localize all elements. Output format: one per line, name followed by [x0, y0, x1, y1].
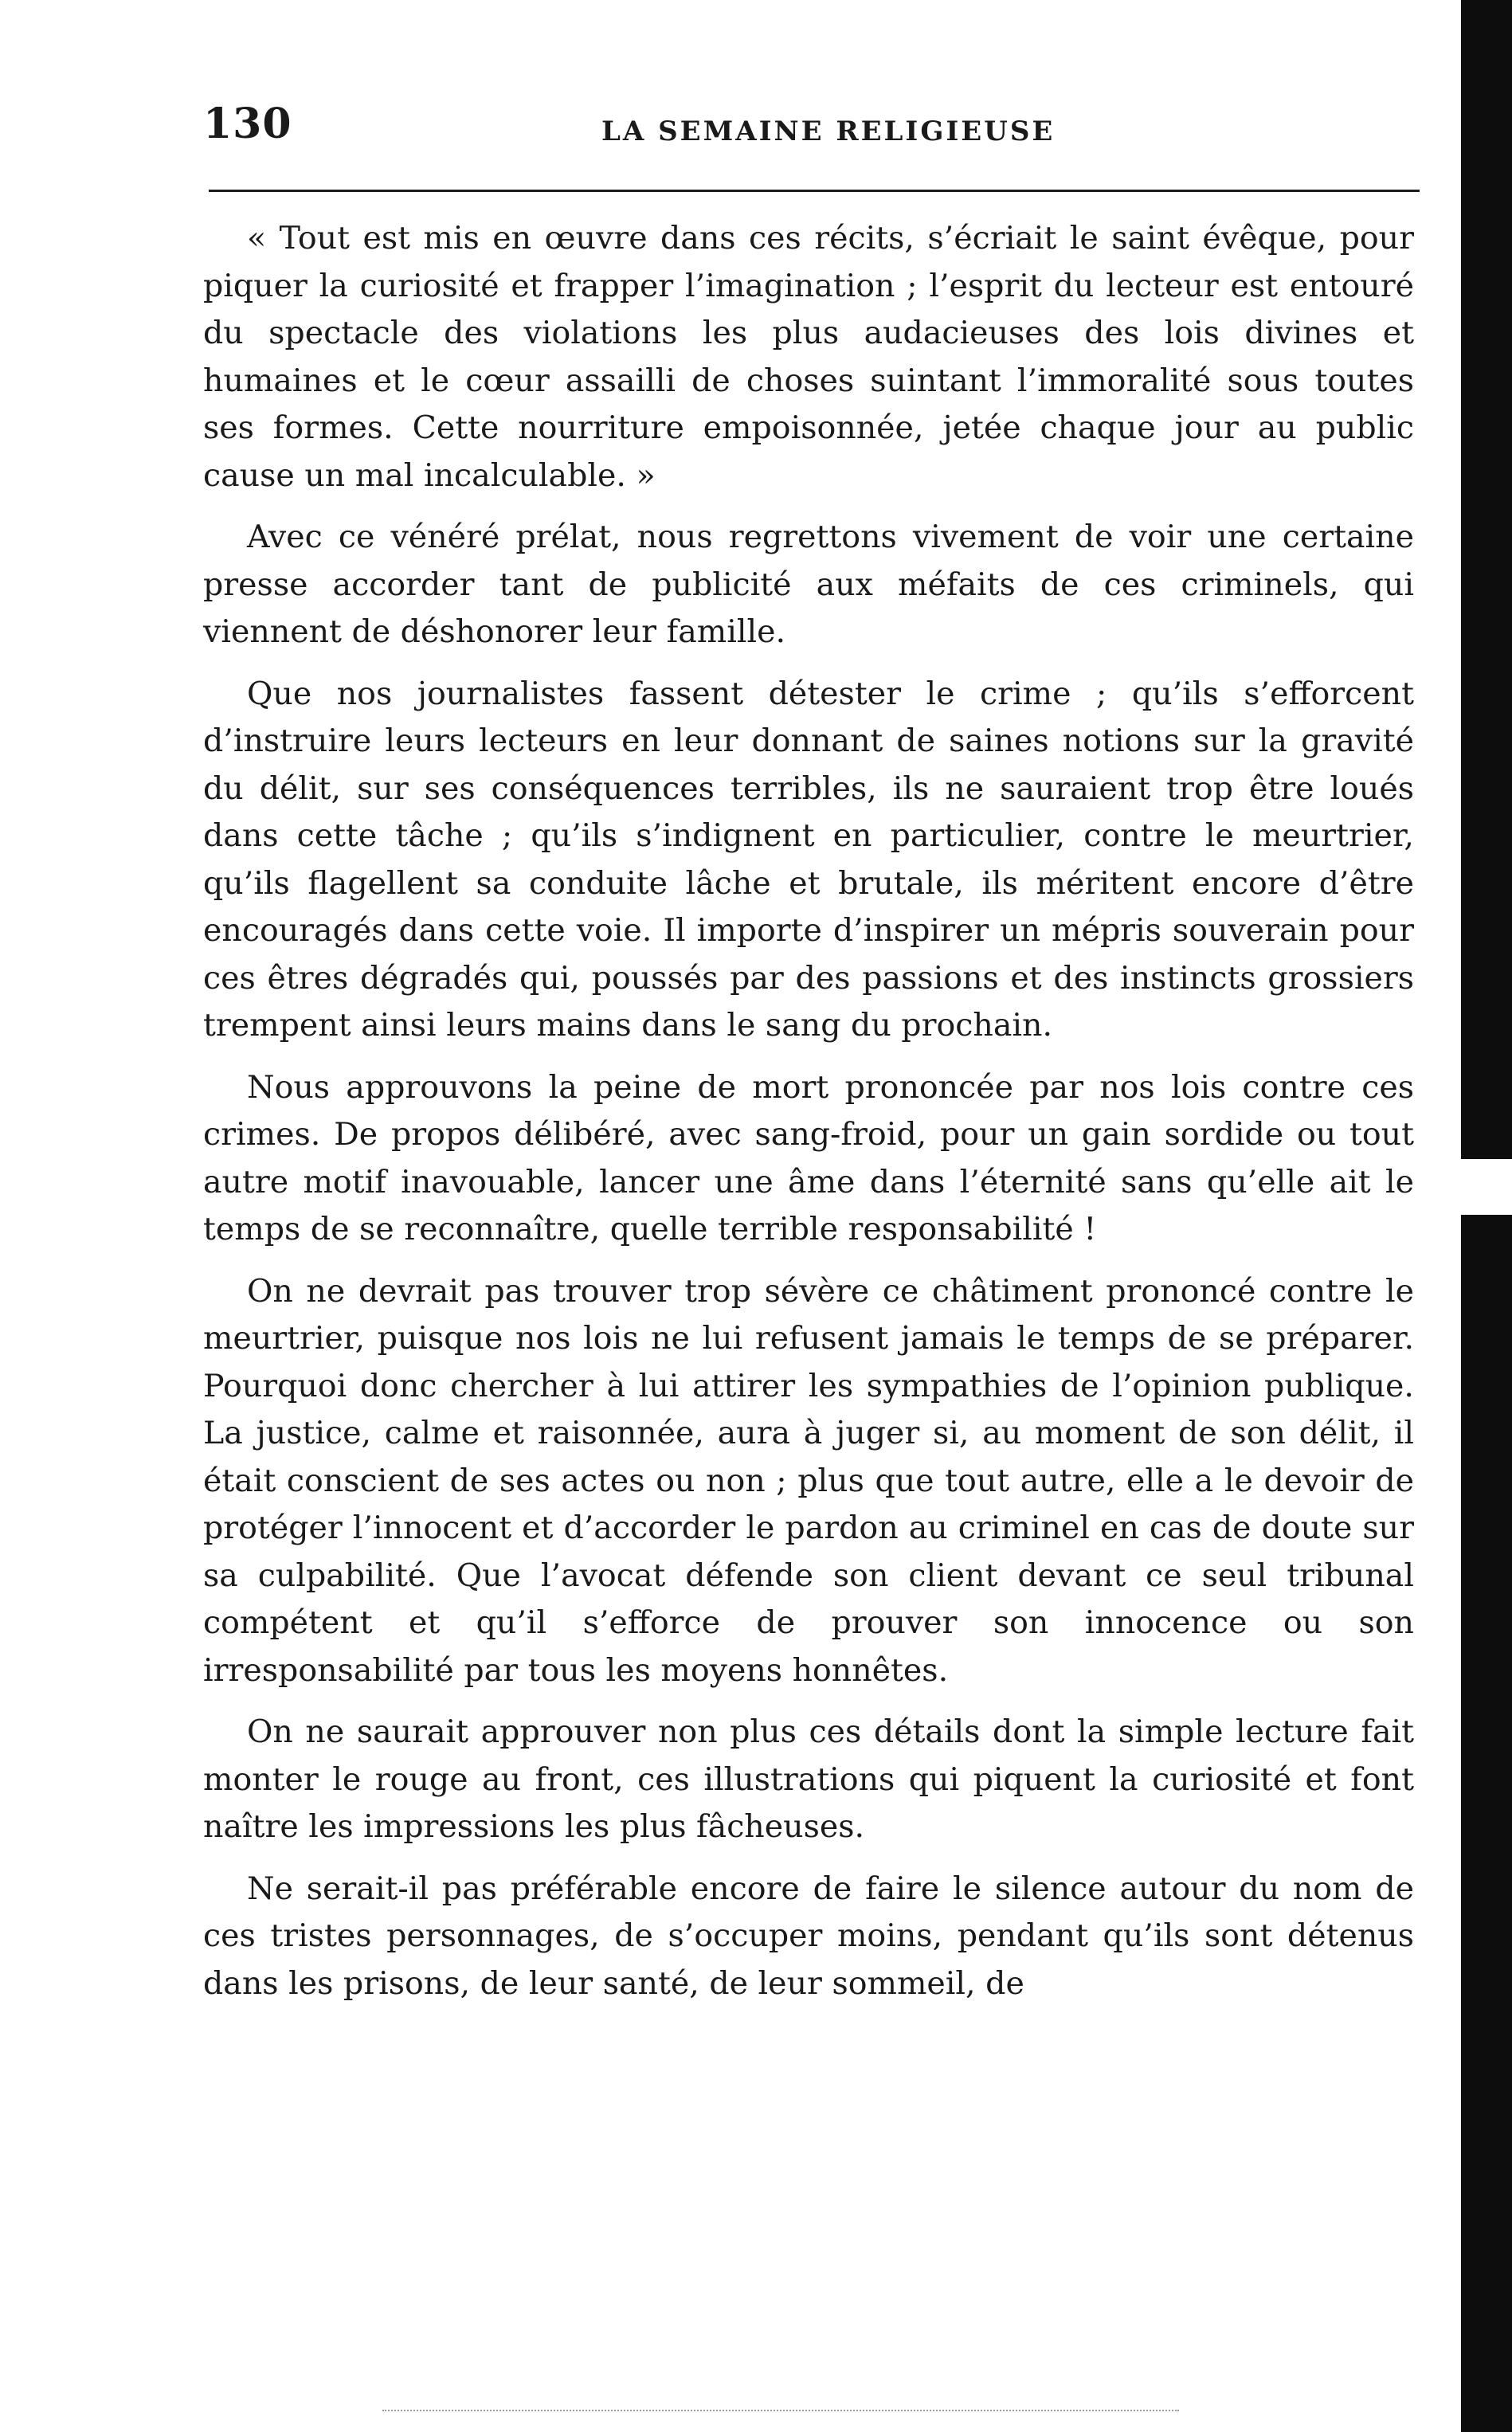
- paragraph: Nous approuvons la peine de mort prononcée par nos lois contre ces crimes. De propos délibéré, avec sang-froid, pour un gain sordide ou tout autre motif inavouable, lancer une âme dans l’éternité sans qu’elle ait le temps de se reconnaître, quelle terrible responsabilité !: [203, 1068, 1414, 1247]
- paragraph: On ne devrait pas trouver trop sévère ce châtiment prononcé contre le meurtrier, puisque nos lois ne lui refusent jamais le temps de se préparer. Pourquoi donc chercher à lui attirer les sympathies de l’opinion publique. La justice, calme et raisonnée, aura à juger si, au moment de son délit, il était conscient de ses actes ou non ; plus que tout autre, elle a le devoir de protéger l’innocent et d’accorder le pardon au criminel en cas de doute sur sa culpabilité. Que l’avocat défende son client devant ce seul tribunal compétent et qu’il s’efforce de prouver son innocence ou son irresponsabilité par tous les moyens honnêtes.: [203, 1272, 1414, 1689]
- article-body: [203, 215, 1414, 2022]
- page-number: 130: [203, 100, 292, 148]
- scan-artifact-bottom: [382, 2410, 1179, 2414]
- paragraph: Avec ce vénéré prélat, nous regrettons vivement de voir une certaine presse accorder tant de publicité aux méfaits de ces criminels, qui viennent de déshonorer leur famille.: [203, 519, 1414, 650]
- paragraph: Ne serait-il pas préférable encore de faire le silence autour du nom de ces tristes personnages, de s’occuper moins, pendant qu’ils sont détenus dans les prisons, de leur santé, de leur sommeil, de: [203, 1870, 1414, 2002]
- header-rule: [209, 190, 1420, 192]
- scan-edge-shadow: [1461, 0, 1512, 2432]
- scan-edge-notch: [1461, 1159, 1512, 1215]
- paragraph: Que nos journalistes fassent détester le crime ; qu’ils s’efforcent d’instruire leurs lecteurs en leur donnant de saines notions sur la gravité du délit, sur ses conséquences terribles, ils ne sauraient trop être loués dans cette tâche ; qu’ils s’indignent en particulier, contre le meurtrier, qu’ils flagellent sa conduite lâche et brutale, ils méritent encore d’être encouragés dans cette voie. Il importe d’inspirer un mépris souverain pour ces êtres dégradés qui, poussés par des passions et des instincts grossiers trempent ainsi leurs mains dans le sang du prochain.: [203, 675, 1414, 1044]
- paragraph: On ne saurait approuver non plus ces détails dont la simple lecture fait monter le rouge au front, ces illustrations qui piquent la curiosité et font naître les impressions les plus fâcheuses.: [203, 1713, 1414, 1845]
- running-title: LA SEMAINE RELIGIEUSE: [601, 116, 1056, 147]
- paragraph: « Tout est mis en œuvre dans ces récits, s’écriait le saint évêque, pour piquer la curiosité et frapper l’imagination ; l’esprit du lecteur est entouré du spectacle des violations les plus audacieuses des lois divines et humaines et le cœur assailli de choses suintant l’immoralité sous toutes ses formes. Cette nourriture empoisonnée, jetée chaque jour au public cause un mal incalculable. »: [203, 220, 1414, 494]
- page-header: [203, 100, 1422, 171]
